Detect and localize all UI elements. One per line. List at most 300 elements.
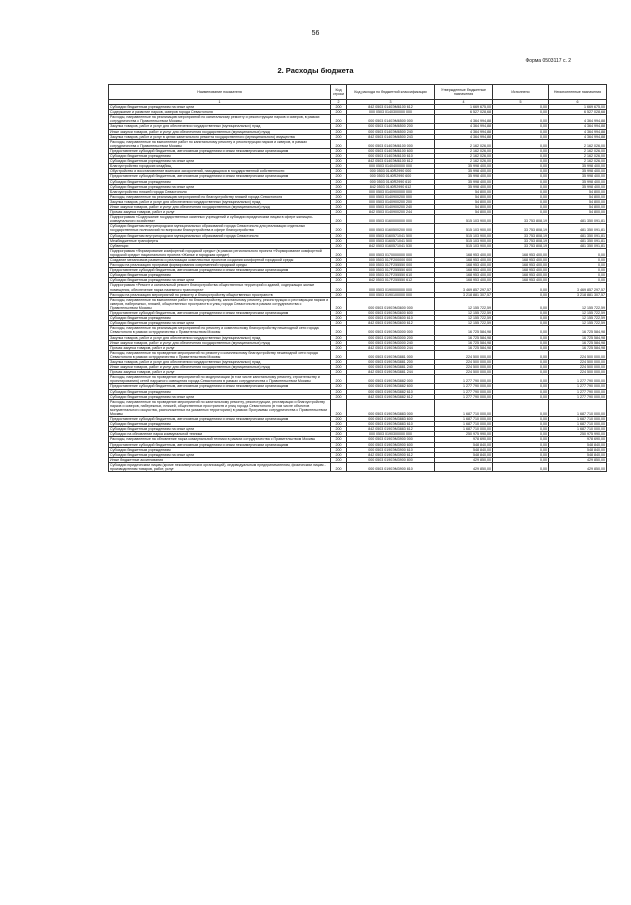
row-executed: 0,00 <box>493 350 549 359</box>
table-row <box>109 297 607 310</box>
row-unexecuted: 1 277 790 000,00 <box>549 375 607 384</box>
row-name: Предоставление субсидий бюджетным, автономным учреждениям и иным некоммерческим организациям <box>109 148 331 153</box>
header-row <box>109 85 607 100</box>
row-approved: 54 800,00 <box>435 199 493 204</box>
row-class-code: 000 0503 0190ЭМ3600 600 <box>347 311 435 316</box>
row-unexecuted: 0,00 <box>549 273 607 278</box>
row-unexecuted: 2 162 026,00 <box>549 159 607 164</box>
row-class-code: 000 0503 0190ЭМ3000 240 <box>347 340 435 345</box>
row-unexecuted: 2 162 026,00 <box>549 139 607 148</box>
row-name: Субсидии бюджетным учреждениям <box>109 447 331 452</box>
row-class-code: 000 0503 0190ЭМ3881 240 <box>347 365 435 370</box>
row-executed: 33 753 808,19 <box>493 238 549 243</box>
row-approved: 515 103 900,00 <box>435 243 493 248</box>
row-code: 200 <box>331 447 347 452</box>
row-name: Субсидии бюджетным учреждениям <box>109 422 331 427</box>
row-approved: 1 687 710 000,00 <box>435 427 493 432</box>
row-approved: 12 155 722,59 <box>435 321 493 326</box>
row-unexecuted: 16 725 584,98 <box>549 326 607 335</box>
row-approved: 548 840,00 <box>435 447 493 452</box>
row-class-code: 000 0503 0190ЭМ3882 000 <box>347 375 435 384</box>
row-unexecuted: 0,00 <box>549 268 607 273</box>
row-code: 200 <box>331 292 347 297</box>
row-class-code: 000 0503 0160000000 000 <box>347 215 435 224</box>
row-class-code: 000 0503 0140900200 000 <box>347 194 435 199</box>
row-executed: 0,00 <box>493 399 549 416</box>
row-executed: 0,00 <box>493 422 549 427</box>
row-approved: 3 469 857 297,57 <box>435 283 493 292</box>
row-unexecuted: 4 364 994,88 <box>549 124 607 129</box>
row-approved: 3 218 881 307,57 <box>435 292 493 297</box>
row-approved: 168 953 400,00 <box>435 268 493 273</box>
row-code: 200 <box>331 238 347 243</box>
row-name: Благоустройство городских кладбищ <box>109 164 331 169</box>
row-executed: 33 753 808,19 <box>493 215 549 224</box>
row-code: 200 <box>331 437 347 442</box>
row-name: Предоставление субсидий бюджетным, автономным учреждениям и иным некоммерческим организациям <box>109 268 331 273</box>
row-executed: 168 953 400,00 <box>493 278 549 283</box>
row-class-code: 842 0503 0140ЭМ6100 612 <box>347 159 435 164</box>
row-class-code: 000 0503 0140R2990 610 <box>347 179 435 184</box>
row-approved: 1 277 790 000,00 <box>435 384 493 389</box>
row-name: Расходы, направленные на проведение мероприятий по модернизации (в том числе капитальному ремонту, строительству и проектированию) сетей наружного освещения города Севастополя в рамках сотрудничества с Правительством Москвы <box>109 375 331 384</box>
row-executed: 33 753 808,19 <box>493 224 549 233</box>
row-executed: 0,00 <box>493 316 549 321</box>
row-code: 200 <box>331 154 347 159</box>
row-unexecuted: 1 687 710 000,00 <box>549 422 607 427</box>
row-class-code: 000 0503 0190000000 000 <box>347 283 435 292</box>
row-class-code: 000 0503 0160571041 500 <box>347 233 435 238</box>
row-executed: 0,00 <box>493 370 549 375</box>
row-code: 200 <box>331 243 347 248</box>
row-executed: 0,00 <box>493 321 549 326</box>
row-name: Субсидии бюджетным учреждениям <box>109 316 331 321</box>
row-executed: 0,00 <box>493 292 549 297</box>
col-number: 5 <box>493 100 549 105</box>
row-name: Субсидии бюджетным учреждениям <box>109 273 331 278</box>
row-name: Субвенции <box>109 243 331 248</box>
row-code: 200 <box>331 204 347 209</box>
table-row <box>109 224 607 233</box>
row-class-code: 000 0503 0190ЭМ3900 800 <box>347 457 435 462</box>
row-executed: 0,00 <box>493 365 549 370</box>
row-code: 200 <box>331 365 347 370</box>
row-code: 200 <box>331 233 347 238</box>
col-number: 1 <box>109 100 331 105</box>
row-approved: 12 155 722,59 <box>435 311 493 316</box>
row-code: 200 <box>331 462 347 471</box>
row-code: 200 <box>331 427 347 432</box>
row-unexecuted: 0,00 <box>549 263 607 268</box>
row-unexecuted: 481 350 091,81 <box>549 238 607 243</box>
row-executed: 0,00 <box>493 297 549 310</box>
row-executed: 0,00 <box>493 210 549 215</box>
row-class-code: 000 0503 017F200000 000 <box>347 258 435 263</box>
row-unexecuted: 54 800,00 <box>549 189 607 194</box>
row-name: Иные закупки товаров, работ и услуг для обеспечения государственных (муниципальных) нужд <box>109 340 331 345</box>
row-name: Субсидии бюджетным учреждениям <box>109 389 331 394</box>
row-name: Субсидии бюджетным учреждениям на иные цели <box>109 184 331 189</box>
row-unexecuted: 1 687 710 000,00 <box>549 417 607 422</box>
row-name: Расходы, направленные на реализацию мероприятий по благоустройству пляжей города Севастополя <box>109 194 331 199</box>
row-executed: 0,00 <box>493 129 549 134</box>
row-name: Субсидии бюджетным учреждениям <box>109 179 331 184</box>
row-class-code: 000 0503 0140900200 240 <box>347 204 435 209</box>
row-name: Предоставление субсидий бюджетным, автономным учреждениям и иным некоммерческим организациям <box>109 174 331 179</box>
header-unexecuted: Неисполненные назначения <box>549 85 607 100</box>
row-class-code: 000 0503 0190ЭМ3900 000 <box>347 437 435 442</box>
row-code: 200 <box>331 399 347 416</box>
row-approved: 1 687 710 000,00 <box>435 417 493 422</box>
row-name: Расходы на реализацию мероприятий по ремонту и благоустройству общественных пространств <box>109 292 331 297</box>
row-unexecuted: 2 162 026,00 <box>549 148 607 153</box>
row-name: Предоставление субсидий бюджетным, автономным учреждениям и иным некоммерческим организациям <box>109 384 331 389</box>
row-approved: 1 669 675,00 <box>435 105 493 110</box>
row-class-code: 000 0503 0140900000 000 <box>347 189 435 194</box>
row-code: 200 <box>331 335 347 340</box>
row-name: Субсидии бюджетным учреждениям <box>109 154 331 159</box>
row-code: 200 <box>331 394 347 399</box>
row-executed: 0,00 <box>493 326 549 335</box>
row-code: 200 <box>331 110 347 115</box>
row-name: Закупка товаров, работ и услуг в целях капитального ремонта государственного (муниципального) имущества <box>109 134 331 139</box>
table-row <box>109 248 607 257</box>
row-approved: 12 155 722,59 <box>435 316 493 321</box>
col-number: 2 <box>331 100 347 105</box>
row-code: 200 <box>331 134 347 139</box>
row-name: Предоставление субсидий бюджетным, автономным учреждениям и иным некоммерческим организациям <box>109 311 331 316</box>
row-name: Обустройство и восстановление воинских захоронений, находящихся в государственной собственности <box>109 169 331 174</box>
row-code: 200 <box>331 224 347 233</box>
row-name: Расходы на реализацию программ формирования современной городской среды <box>109 263 331 268</box>
row-unexecuted: 4 364 994,88 <box>549 129 607 134</box>
row-executed: 168 953 400,00 <box>493 258 549 263</box>
row-code: 200 <box>331 139 347 148</box>
row-code: 200 <box>331 199 347 204</box>
row-code: 200 <box>331 105 347 110</box>
row-approved: 54 800,00 <box>435 189 493 194</box>
row-executed: 0,00 <box>493 447 549 452</box>
row-class-code: 000 0503 0140R2990 000 <box>347 169 435 174</box>
row-executed: 0,00 <box>493 394 549 399</box>
row-approved: 2 162 026,00 <box>435 154 493 159</box>
row-name: Межбюджетные трансферты <box>109 238 331 243</box>
row-approved: 1 687 710 000,00 <box>435 399 493 416</box>
row-approved: 54 800,00 <box>435 194 493 199</box>
row-unexecuted: 16 725 584,98 <box>549 335 607 340</box>
row-executed: 168 953 400,00 <box>493 263 549 268</box>
row-approved: 35 998 400,00 <box>435 179 493 184</box>
row-approved: 515 103 900,00 <box>435 238 493 243</box>
row-code: 200 <box>331 194 347 199</box>
row-unexecuted: 481 350 091,81 <box>549 233 607 238</box>
row-code: 200 <box>331 174 347 179</box>
row-code: 200 <box>331 164 347 169</box>
row-approved: 978 690,00 <box>435 437 493 442</box>
row-unexecuted: 35 998 400,00 <box>549 174 607 179</box>
row-code: 200 <box>331 311 347 316</box>
row-class-code: 000 0503 0190ЭМ3883 000 <box>347 399 435 416</box>
row-unexecuted: 35 998 400,00 <box>549 179 607 184</box>
header-code: Код строки <box>331 85 347 100</box>
header-name: Наименование показателя <box>109 85 331 100</box>
row-executed: 0,00 <box>493 442 549 447</box>
row-class-code: 000 0503 0140400000 000 <box>347 164 435 169</box>
row-executed: 33 753 808,19 <box>493 233 549 238</box>
header-class-code: Код расхода по бюджетной классификации <box>347 85 435 100</box>
row-approved: 224 500 000,00 <box>435 350 493 359</box>
row-unexecuted: 0,00 <box>549 278 607 283</box>
row-class-code: 000 0503 017F255550 600 <box>347 268 435 273</box>
table-row <box>109 115 607 124</box>
row-approved: 35 998 400,00 <box>435 164 493 169</box>
row-approved: 224 500 000,00 <box>435 370 493 375</box>
row-class-code: 000 0503 0190ЭМ3882 610 <box>347 389 435 394</box>
row-name: Субсидии бюджетным учреждениям на иные цели <box>109 427 331 432</box>
col-number: 6 <box>549 100 607 105</box>
row-class-code: 000 0503 0190ЭМ3881 200 <box>347 359 435 364</box>
row-name: Субсидии бюджетным учреждениям на иные цели <box>109 452 331 457</box>
row-approved: 16 725 584,98 <box>435 340 493 345</box>
row-unexecuted: 1 687 710 000,00 <box>549 427 607 432</box>
row-unexecuted: 12 155 722,59 <box>549 297 607 310</box>
row-approved: 429 850,00 <box>435 457 493 462</box>
row-unexecuted: 1 277 790 000,00 <box>549 384 607 389</box>
row-class-code: 000 0503 0140ЭМ6100 000 <box>347 139 435 148</box>
row-name: Субсидии бюджетным учреждениям на иные цели <box>109 105 331 110</box>
row-unexecuted: 54 800,00 <box>549 194 607 199</box>
row-name: Иные закупки товаров, работ и услуг для обеспечения государственных (муниципальных) нужд <box>109 204 331 209</box>
col-number: 4 <box>435 100 493 105</box>
row-executed: 0,00 <box>493 283 549 292</box>
row-unexecuted: 2 162 026,00 <box>549 154 607 159</box>
row-unexecuted: 429 850,00 <box>549 457 607 462</box>
row-approved: 1 687 710 000,00 <box>435 422 493 427</box>
table-row <box>109 375 607 384</box>
row-executed: 0,00 <box>493 432 549 437</box>
row-class-code: 000 0503 017F255550 000 <box>347 263 435 268</box>
row-class-code: 842 0503 017F255550 612 <box>347 278 435 283</box>
row-approved: 168 953 400,00 <box>435 278 493 283</box>
row-class-code: 000 0503 0140ЭМ6500 000 <box>347 115 435 124</box>
row-unexecuted: 6 527 028,68 <box>549 110 607 115</box>
table-row <box>109 215 607 224</box>
row-code: 200 <box>331 432 347 437</box>
row-unexecuted: 12 155 722,59 <box>549 316 607 321</box>
row-class-code: 000 0503 0160500200 000 <box>347 224 435 233</box>
row-name: Расходы, направленные на проведение мероприятий по ремонту и комплексному благоустройству пешеходной сети города Севастополя в рамках сотрудничества с Правительством Москвы <box>109 350 331 359</box>
row-code: 200 <box>331 457 347 462</box>
row-class-code: 842 0503 0160571041 530 <box>347 243 435 248</box>
row-code: 200 <box>331 273 347 278</box>
header-approved: Утвержденные бюджетные назначения <box>435 85 493 100</box>
row-unexecuted: 224 500 000,00 <box>549 370 607 375</box>
table-row <box>109 462 607 471</box>
row-approved: 2 162 026,00 <box>435 148 493 153</box>
row-executed: 0,00 <box>493 139 549 148</box>
table-row <box>109 350 607 359</box>
row-class-code: 000 0503 0140ЭМ6100 610 <box>347 154 435 159</box>
row-executed: 0,00 <box>493 159 549 164</box>
expenses-table <box>108 84 607 472</box>
table-row <box>109 326 607 335</box>
row-class-code: 000 0503 0140ЭМ6500 200 <box>347 124 435 129</box>
row-approved: 16 725 584,98 <box>435 326 493 335</box>
row-executed: 168 953 400,00 <box>493 268 549 273</box>
row-unexecuted: 16 725 584,98 <box>549 340 607 345</box>
row-approved: 1 277 790 000,00 <box>435 389 493 394</box>
row-executed: 0,00 <box>493 427 549 432</box>
row-name: Субсидии бюджетам внутригородских муниципальных образований города Севастополя <box>109 233 331 238</box>
row-code: 200 <box>331 297 347 310</box>
row-name: Субсидии бюджетам внутригородских муниципальных образований города Севастополя для реализации отдельных государственных полномочий по вопросам благоустройства в сфере благоустройства <box>109 224 331 233</box>
row-name: Расходы, направленные на обновление парка коммунальной техники в рамках сотрудничества с Правительством Москвы <box>109 437 331 442</box>
row-approved: 168 953 400,00 <box>435 248 493 257</box>
row-approved: 515 103 900,00 <box>435 233 493 238</box>
row-code: 200 <box>331 375 347 384</box>
row-class-code: 000 0503 0140R2990 600 <box>347 174 435 179</box>
row-name: Субсидии бюджетным учреждениям на иные цели <box>109 394 331 399</box>
row-name: Иные закупки товаров, работ и услуг для обеспечения государственных (муниципальных) нужд <box>109 129 331 134</box>
row-unexecuted: 1 687 710 000,00 <box>549 399 607 416</box>
row-name: Субсидии юридическим лицам (кроме некоммерческих организаций), индивидуальным предпринимателям, физическим лицам - производителям товаров, работ, услуг <box>109 462 331 471</box>
row-class-code: 000 0503 0190ЭМ3883 600 <box>347 417 435 422</box>
row-name: Иные бюджетные ассигнования <box>109 457 331 462</box>
row-code: 200 <box>331 115 347 124</box>
row-executed: 0,00 <box>493 335 549 340</box>
row-name: Расходы, направленные на реализацию мероприятий по капитальному ремонту и реконструкции парков и скверов, в рамках сотрудничества с Правительством Москвы <box>109 115 331 124</box>
row-class-code: 000 0503 0190300000 000 <box>347 432 435 437</box>
row-approved: 168 953 400,00 <box>435 258 493 263</box>
row-unexecuted: 481 350 091,81 <box>549 215 607 224</box>
row-approved: 168 953 400,00 <box>435 273 493 278</box>
row-executed: 0,00 <box>493 311 549 316</box>
row-approved: 548 840,00 <box>435 452 493 457</box>
row-name: Прочая закупка товаров, работ и услуг <box>109 370 331 375</box>
row-class-code: 000 0503 0190ЭМ3900 610 <box>347 447 435 452</box>
row-class-code: 842 0503 0140ЭМ6500 243 <box>347 134 435 139</box>
row-executed: 0,00 <box>493 169 549 174</box>
row-name: Субсидии бюджетным учреждениям на иные цели <box>109 321 331 326</box>
row-name: Подпрограмма «Ремонт и капитальный ремонт благоустройства общественных территорий и зданий, содержащих жилые помещения, обеспечение парка наземного транспорта» <box>109 283 331 292</box>
row-class-code: 842 0503 0190ЭМ3900 612 <box>347 452 435 457</box>
table-row <box>109 139 607 148</box>
row-unexecuted: 35 998 400,00 <box>549 184 607 189</box>
row-executed: 0,00 <box>493 457 549 462</box>
row-code: 200 <box>331 210 347 215</box>
row-code: 200 <box>331 184 347 189</box>
row-code: 200 <box>331 417 347 422</box>
row-approved: 35 998 400,00 <box>435 169 493 174</box>
row-unexecuted: 1 277 790 000,00 <box>549 394 607 399</box>
row-unexecuted: 548 840,00 <box>549 447 607 452</box>
row-name: Создание механизмов развития и реализации комплексных проектов создания комфортной городской среды <box>109 258 331 263</box>
row-executed: 0,00 <box>493 174 549 179</box>
table-row <box>109 399 607 416</box>
row-unexecuted: 35 998 400,00 <box>549 169 607 174</box>
row-code: 200 <box>331 326 347 335</box>
row-unexecuted: 224 500 000,00 <box>549 359 607 364</box>
table-row <box>109 283 607 292</box>
row-executed: 0,00 <box>493 148 549 153</box>
row-class-code: 842 0503 0190ЭМ3600 612 <box>347 321 435 326</box>
row-executed: 0,00 <box>493 184 549 189</box>
row-unexecuted: 12 155 722,59 <box>549 311 607 316</box>
row-approved: 54 800,00 <box>435 210 493 215</box>
row-code: 200 <box>331 422 347 427</box>
row-unexecuted: 3 469 857 297,57 <box>549 283 607 292</box>
row-class-code: 842 0503 0190ЭМ3883 612 <box>347 427 435 432</box>
row-code: 200 <box>331 248 347 257</box>
row-executed: 0,00 <box>493 134 549 139</box>
row-executed: 0,00 <box>493 164 549 169</box>
row-approved: 2 162 026,00 <box>435 159 493 164</box>
row-code: 200 <box>331 263 347 268</box>
row-executed: 0,00 <box>493 340 549 345</box>
row-name: Иные закупки товаров, работ и услуг для обеспечения государственных (муниципальных) нужд <box>109 365 331 370</box>
row-unexecuted: 3 218 881 307,57 <box>549 292 607 297</box>
row-class-code: 000 0503 0140900200 200 <box>347 199 435 204</box>
row-name: Расходы, направленные на выполнение работ по капитальному ремонту и реконструкции парков и скверов, в рамках сотрудничества с Правительством Москвы <box>109 139 331 148</box>
row-unexecuted: 481 350 091,81 <box>549 243 607 248</box>
row-executed: 168 953 400,00 <box>493 248 549 257</box>
row-approved: 224 500 000,00 <box>435 365 493 370</box>
row-code: 200 <box>331 268 347 273</box>
row-executed: 33 753 808,19 <box>493 243 549 248</box>
row-unexecuted: 1 669 675,00 <box>549 105 607 110</box>
row-code: 200 <box>331 389 347 394</box>
row-executed: 168 953 400,00 <box>493 273 549 278</box>
row-approved: 2 162 026,00 <box>435 139 493 148</box>
row-class-code: 000 0503 0190ЭМ3000 000 <box>347 326 435 335</box>
header-executed: Исполнено <box>493 85 549 100</box>
row-code: 200 <box>331 321 347 326</box>
row-code: 200 <box>331 452 347 457</box>
row-approved: 548 840,00 <box>435 442 493 447</box>
row-class-code: 842 0503 0190ЭМ3881 244 <box>347 370 435 375</box>
row-code: 200 <box>331 340 347 345</box>
row-name: Субсидии бюджетным учреждениям на иные цели <box>109 159 331 164</box>
row-class-code: 842 0503 0140R2990 612 <box>347 184 435 189</box>
row-executed: 0,00 <box>493 194 549 199</box>
row-name: Расходы, направленные на выполнение работ по благоустройству, капитальному ремонту, реконструкции и реставрации парков и скверов, набережных, пляжей, общественных пространств и улиц города Севастополя в рамках сотрудничества с Правительством Москвы <box>109 297 331 310</box>
row-code: 200 <box>331 148 347 153</box>
row-code: 200 <box>331 124 347 129</box>
row-name: Закупка товаров, работ и услуг для обеспечения государственных (муниципальных) нужд <box>109 199 331 204</box>
row-name: Закупка товаров, работ и услуг для обеспечения государственных (муниципальных) нужд <box>109 124 331 129</box>
row-unexecuted: 429 850,00 <box>549 462 607 471</box>
row-code: 200 <box>331 129 347 134</box>
row-approved: 35 998 400,00 <box>435 174 493 179</box>
row-name: Субсидии бюджетным учреждениям на иные цели <box>109 278 331 283</box>
row-code: 200 <box>331 359 347 364</box>
row-class-code: 000 0503 0190ЭМ3883 610 <box>347 422 435 427</box>
row-executed: 0,00 <box>493 345 549 350</box>
row-code: 200 <box>331 189 347 194</box>
row-approved: 16 725 584,98 <box>435 345 493 350</box>
row-code: 200 <box>331 370 347 375</box>
row-code: 200 <box>331 258 347 263</box>
row-approved: 168 953 400,00 <box>435 263 493 268</box>
row-class-code: 000 0503 017F255550 610 <box>347 273 435 278</box>
row-class-code: 000 0503 0190ЭМ3000 200 <box>347 335 435 340</box>
row-unexecuted: 481 350 091,81 <box>549 224 607 233</box>
row-unexecuted: 224 500 000,00 <box>549 365 607 370</box>
row-class-code: 842 0503 0190ЭМ3000 244 <box>347 345 435 350</box>
row-class-code: 842 0503 0140900200 244 <box>347 210 435 215</box>
row-executed: 0,00 <box>493 462 549 471</box>
row-name: Расходы, направленные на реализацию мероприятий по ремонту и комплексному благоустройству пешеходной сети города Севастополя в рамках сотрудничества с Правительством Москвы <box>109 326 331 335</box>
